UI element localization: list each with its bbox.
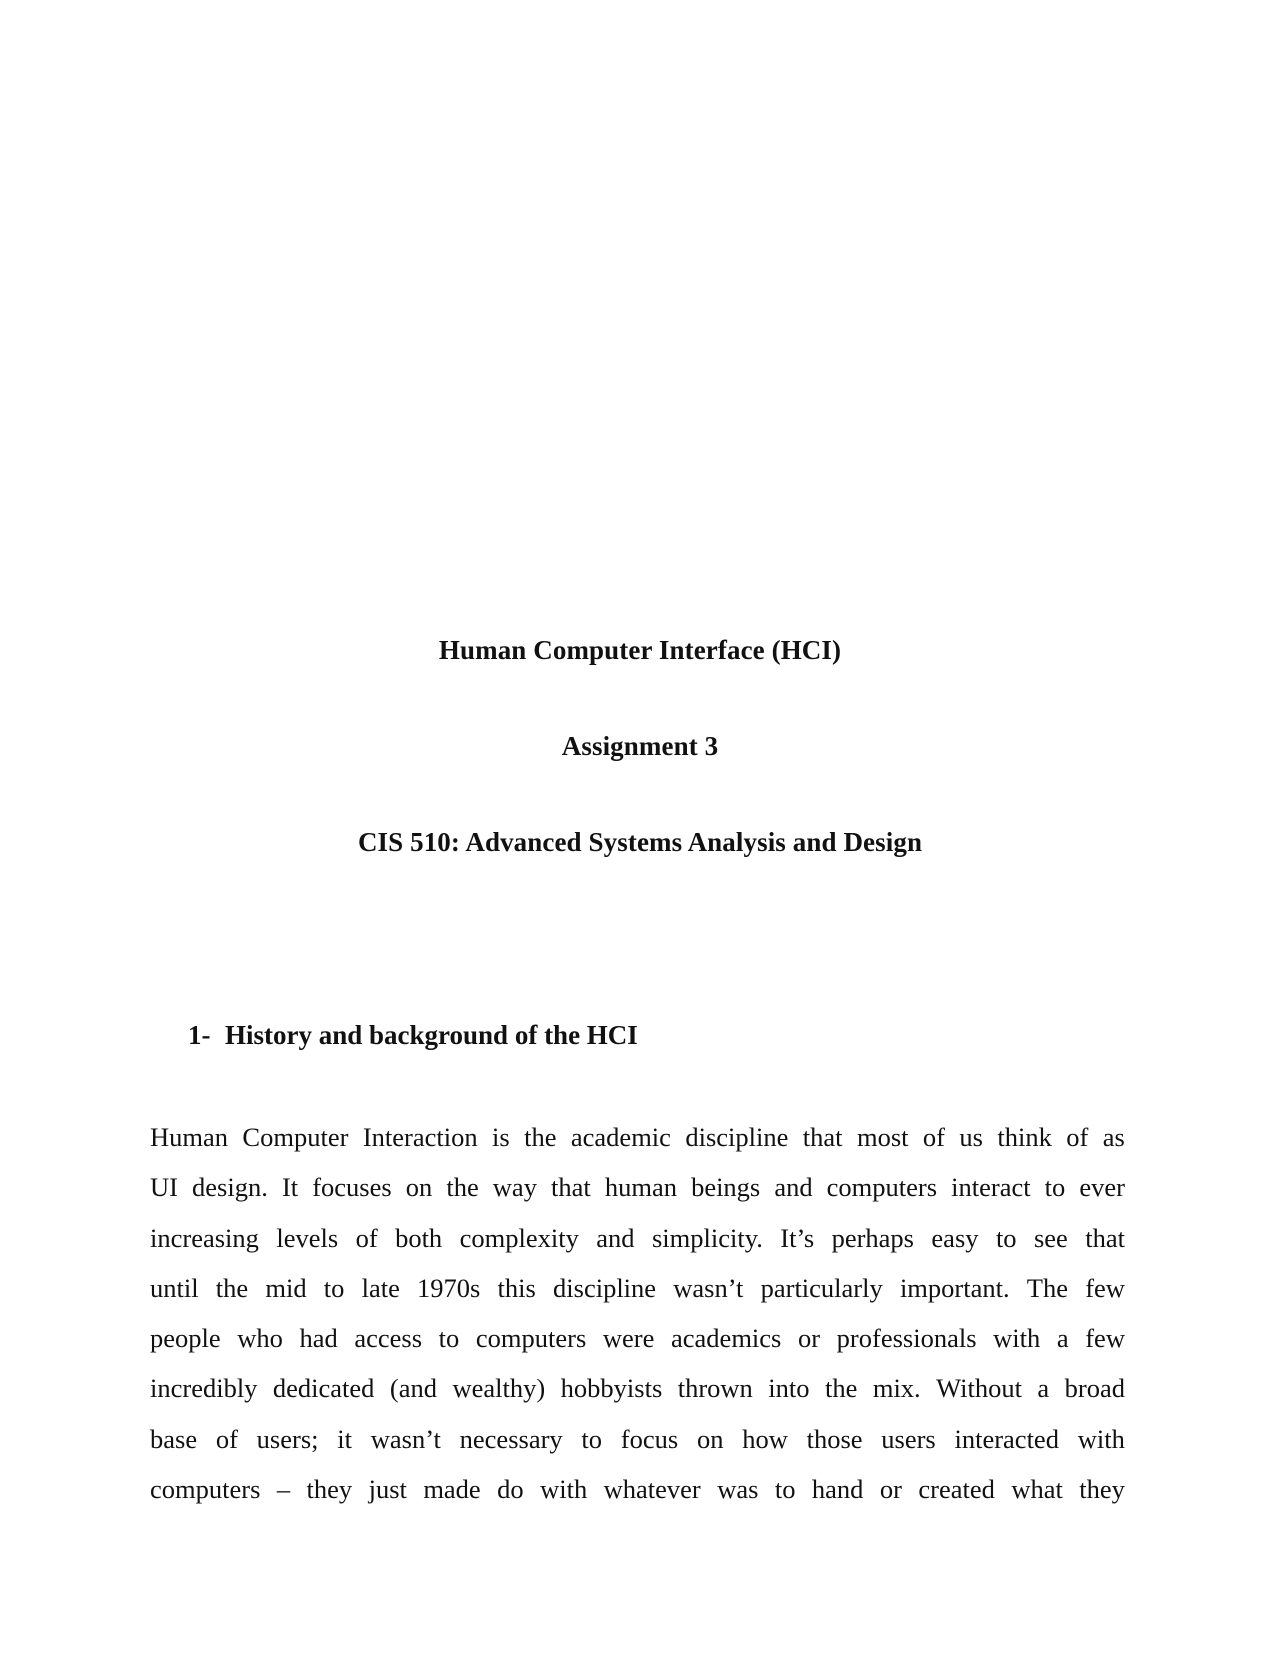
section-heading-text: History and background of the HCI bbox=[225, 1020, 638, 1050]
document-title: Human Computer Interface (HCI) bbox=[438, 635, 842, 665]
paragraph-line: computers – they just made do with whatever was to hand or created what they bbox=[150, 1474, 1125, 1505]
paragraph-line: until the mid to late 1970s this discipline wasn’t particularly important. The few bbox=[150, 1272, 1125, 1303]
paragraph-line: incredibly dedicated (and wealthy) hobbyists thrown into the mix. Without a broad bbox=[150, 1373, 1125, 1404]
assignment-subtitle: Assignment 3 bbox=[561, 731, 719, 761]
paragraph-line: people who had access to computers were academics or professionals with a few bbox=[150, 1323, 1125, 1354]
section-number: 1- bbox=[188, 1020, 211, 1050]
paragraph-line: increasing levels of both complexity and simplicity. It’s perhaps easy to see that bbox=[150, 1222, 1125, 1253]
paragraph-line: UI design. It focuses on the way that human beings and computers interact to ever bbox=[150, 1172, 1125, 1203]
section-heading bbox=[188, 1017, 638, 1053]
course-title: CIS 510: Advanced Systems Analysis and Design bbox=[357, 827, 923, 857]
paragraph-line: Human Computer Interaction is the academic discipline that most of us think of as bbox=[150, 1122, 1125, 1152]
body-paragraph bbox=[150, 1112, 1125, 1514]
paragraph-line: base of users; it wasn’t necessary to focus on how those users interacted with bbox=[150, 1423, 1125, 1454]
